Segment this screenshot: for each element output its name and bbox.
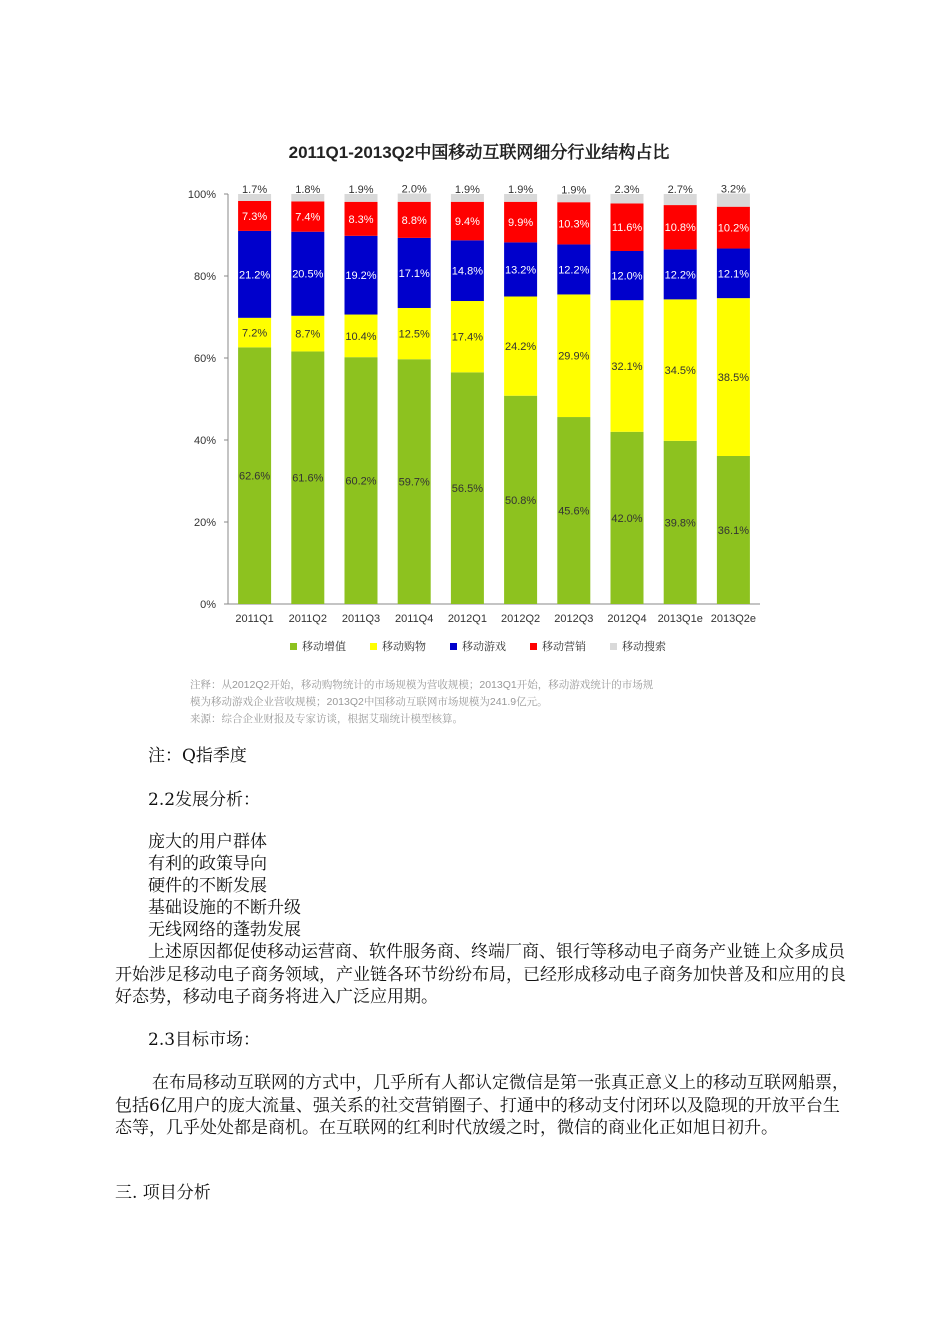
data-label: 39.8% [664,517,696,530]
quarter-note: 注：Q指季度 [148,746,247,766]
x-tick-label: 2013Q1e [657,613,703,625]
data-label: 19.2% [345,270,377,283]
list-item: 硬件的不断发展 [148,876,267,896]
data-label: 50.8% [504,494,537,507]
legend-label: 移动搜索 [622,641,666,653]
data-label: 34.5% [664,365,696,378]
data-label: 10.3% [558,218,590,231]
x-tick-label: 2013Q2e [710,613,757,625]
data-label: 10.2% [717,222,750,235]
data-label: 2.0% [401,183,427,196]
x-tick-label: 2012Q2 [501,613,541,625]
data-label: 61.6% [292,472,324,485]
data-label: 14.8% [451,265,484,278]
data-label: 12.2% [664,269,696,282]
data-label: 12.2% [558,264,590,277]
data-label: 38.5% [717,372,750,385]
chart-note: 来源：综合企业财报及专家访谈，根据艾瑞统计模型核算。 [190,713,463,725]
x-tick-label: 2012Q4 [607,613,647,625]
data-label: 1.9% [348,184,374,196]
data-label: 7.2% [242,327,268,340]
data-label: 8.7% [295,328,321,341]
data-label: 11.6% [611,222,643,235]
data-label: 17.1% [398,267,430,280]
chart-note: 注释：从2012Q2开始，移动购物统计的市场规模为营收规模；2013Q1开始，移动游戏统计的市场规 [190,679,654,691]
stacked-bar-chart [172,130,772,735]
y-tick-label: 100% [187,189,216,201]
data-label: 9.9% [508,217,534,230]
legend-swatch [610,643,617,650]
data-label: 56.5% [451,483,484,496]
y-tick-label: 80% [193,271,216,283]
data-label: 1.8% [295,184,321,196]
data-label: 7.4% [295,211,321,224]
legend-swatch [370,643,377,650]
list-item: 有利的政策导向 [148,854,267,874]
data-label: 8.8% [401,214,427,227]
data-label: 12.1% [717,268,750,281]
data-label: 20.5% [292,268,324,281]
paragraph-target-market: 在布局移动互联网的方式中，几乎所有人都认定微信是第一张真正意义上的移动互联网船票，包括6亿用户的庞大流量、强关系的社交营销圈子、打通中的移动支付闭环以及隐现的开放平台生态等，几乎处处都是商机。在互联网的红利时代放缓之时，微信的商业化正如旭日初升。 [115,1073,849,1138]
chart-title: 2011Q1-2013Q2中国移动互联网细分行业结构占比 [288,143,670,162]
x-tick-label: 2011Q3 [341,613,381,625]
x-tick-label: 2012Q1 [447,613,487,625]
data-label: 21.2% [238,269,271,282]
data-label: 9.4% [454,216,480,229]
data-label: 1.7% [242,184,268,196]
paragraph-development: 上述原因都促使移动运营商、软件服务商、终端厂商、银行等移动电子商务产业链上众多成员开始涉足移动电子商务领域，产业链各环节纷纷布局，已经形成移动电子商务加快普及和应用的良好态势，移动电子商务将进入广泛应用期。 [115,942,846,1007]
section-heading-2-2: 2.2发展分析： [148,790,261,810]
list-item: 庞大的用户群体 [148,832,267,852]
y-tick-label: 40% [193,435,216,447]
list-item: 无线网络的蓬勃发展 [148,920,301,940]
data-label: 3.2% [720,183,746,196]
data-label: 1.9% [508,184,534,196]
data-label: 29.9% [558,350,590,363]
chart-note: 模为移动游戏企业营收规模；2013Q2中国移动互联网市场规模为241.9亿元。 [190,696,548,708]
section-heading-3: 三. 项目分析 [115,1183,211,1203]
data-label: 13.2% [504,264,537,277]
data-label: 32.1% [611,360,643,373]
x-tick-label: 2011Q4 [395,613,434,625]
data-label: 8.3% [348,213,374,226]
data-label: 1.9% [454,184,480,196]
data-label: 45.6% [558,505,590,518]
data-label: 12.5% [398,328,430,341]
data-label: 10.8% [664,222,696,235]
x-tick-label: 2011Q1 [235,613,274,625]
y-tick-label: 20% [193,517,216,529]
legend-swatch [450,643,457,650]
legend-label: 移动增值 [302,641,346,653]
data-label: 60.2% [345,475,377,488]
data-label: 42.0% [611,512,643,525]
data-label: 7.3% [242,210,268,223]
data-label: 2.7% [667,184,693,196]
legend-label: 移动游戏 [462,641,506,653]
data-label: 36.1% [717,524,750,537]
data-label: 2.3% [614,184,640,196]
x-tick-label: 2011Q2 [288,613,327,625]
x-tick-label: 2012Q3 [554,613,594,625]
legend-swatch [530,643,537,650]
data-label: 1.9% [561,184,587,197]
legend-swatch [290,643,297,650]
list-item: 基础设施的不断升级 [148,898,301,918]
data-label: 24.2% [504,341,537,354]
section-heading-2-3: 2.3目标市场： [148,1030,261,1050]
data-label: 59.7% [398,476,430,489]
data-label: 10.4% [345,330,377,343]
y-tick-label: 60% [193,353,216,365]
data-label: 12.0% [611,270,643,283]
data-label: 62.6% [238,470,271,483]
y-tick-label: 0% [200,599,216,611]
legend-label: 移动营销 [542,641,586,653]
chart-svg [172,130,772,735]
data-label: 17.4% [451,331,484,344]
legend-label: 移动购物 [382,641,426,653]
